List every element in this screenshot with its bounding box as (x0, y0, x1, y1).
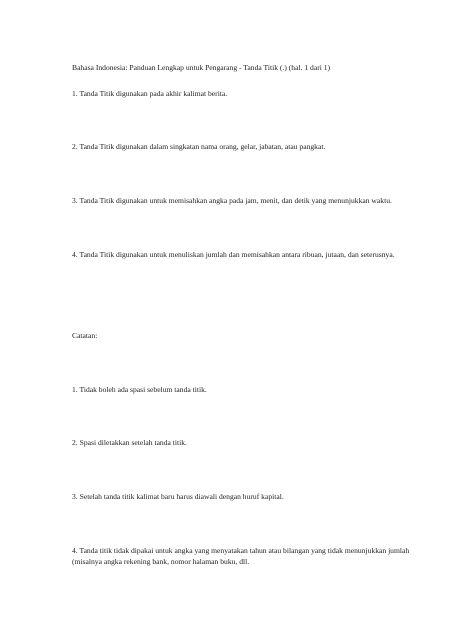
note-item-2: 2. Spasi diletakkan setelah tanda titik. (72, 438, 187, 447)
rule-item-3: 3. Tanda Titik digunakan untuk memisahkan angka pada jam, menit, dan detik yang menunjukkan waktu. (72, 196, 392, 205)
rule-item-4: 4. Tanda Titik digunakan untuk menuliskan jumlah dan memisahkan antara ribuan, jutaan, dan seterusnya. (72, 250, 395, 259)
notes-heading: Catatan: (72, 331, 98, 340)
note-item-1: 1. Tidak boleh ada spasi sebelum tanda titik. (72, 385, 207, 394)
rule-item-2: 2. Tanda Titik digunakan dalam singkatan nama orang, gelar, jabatan, atau pangkat. (72, 142, 326, 151)
rule-item-1: 1. Tanda Titik digunakan pada akhir kalimat berita. (72, 89, 228, 98)
document-title: Bahasa Indonesia: Panduan Lengkap untuk Pengarang - Tanda Titik (.) (hal. 1 dari 1) (72, 63, 331, 72)
note-item-3: 3. Setelah tanda titik kalimat baru harus diawali dengan huruf kapital. (72, 492, 284, 501)
note-item-4: 4. Tanda titik tidak dipakai untuk angka yang menyatakan tahun atau bilangan yang tidak menunjukkan jumlah (misalnya angka rekening bank, nomor halaman buku, dll. (72, 546, 410, 566)
